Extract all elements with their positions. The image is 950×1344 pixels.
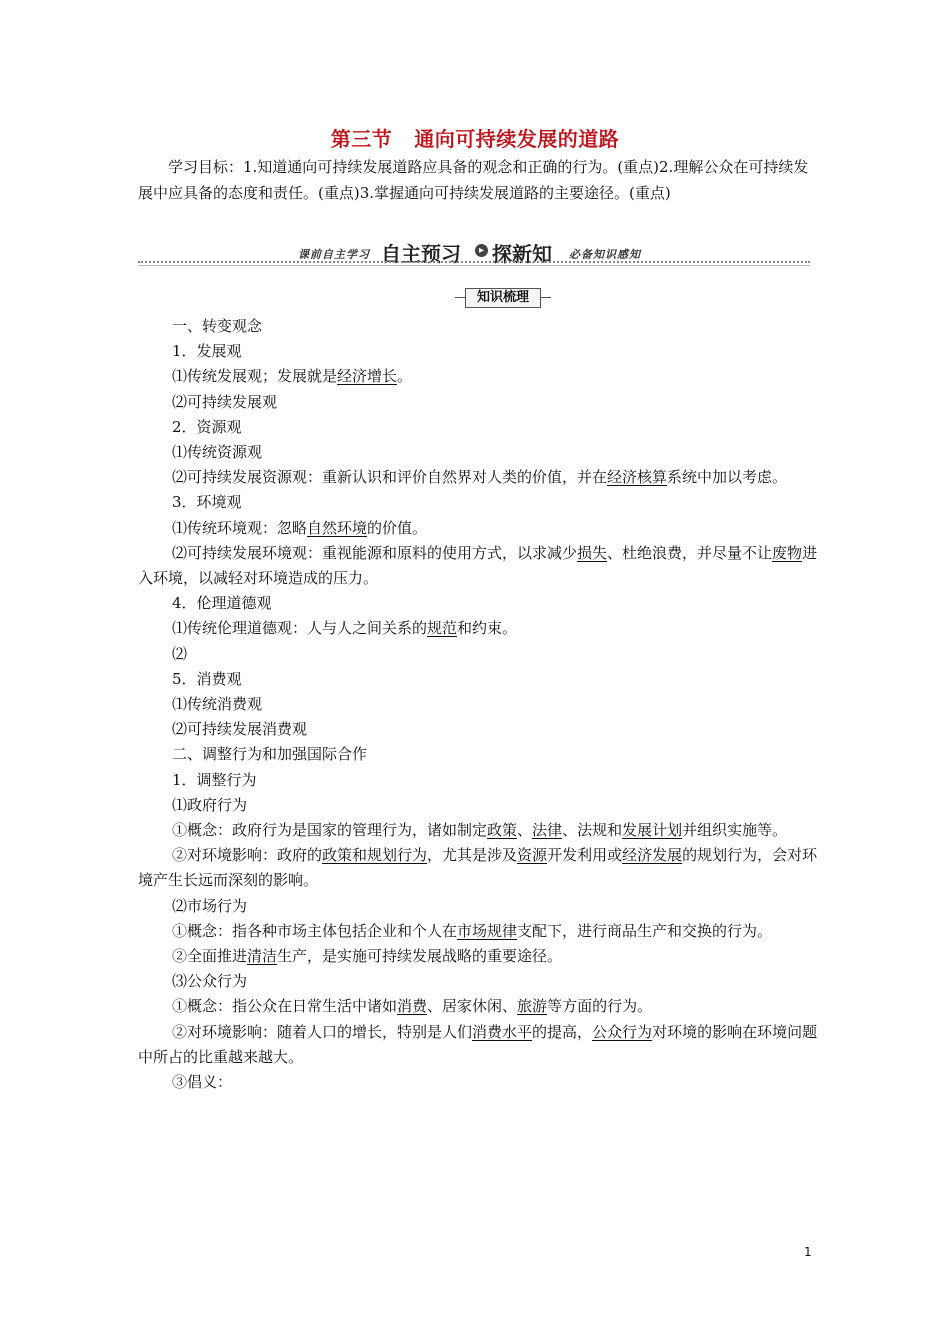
text-segment: 3．环境观 [172,493,242,512]
text-segment: 支配下，进行商品生产和交换的行为。 [517,921,773,940]
text-segment: ①概念：政府行为是国家的管理行为，诸如制定 [172,821,488,840]
text-segment: ①概念：指公众在日常生活中诸如 [172,997,398,1016]
banner-rule [138,265,810,266]
content-line [138,944,818,969]
underlined-answer: 政策 [487,821,518,840]
content-line [138,919,818,944]
text-segment: ①概念：指各种市场主体包括企业和个人在 [172,921,458,940]
content-line [138,440,818,465]
text-segment: 、杜绝浪费，并尽量不让 [607,543,773,562]
text-segment: ⑴政府行为 [172,795,248,814]
content-line [138,742,818,767]
underlined-answer: 市场规律 [457,921,518,940]
content-line [138,516,818,541]
content-line [138,314,818,339]
underlined-answer: 经济核算 [607,468,668,487]
text-segment: 生产，是实施可持续发展战略的重要途径。 [277,947,563,966]
text-segment: 的规划行为，会对环境产生长远而深刻的影响。 [138,846,818,890]
text-segment: ，尤其是涉及 [427,846,518,865]
banner-title-b: 探新知 [492,242,552,266]
content-line [138,616,818,641]
text-segment: ⑶公众行为 [172,972,248,991]
banner-dotted-rule [138,261,810,263]
section-title [0,123,950,152]
underlined-answer: 损失 [577,543,608,562]
arrow-icon: ▸ [475,244,488,257]
underlined-answer: 经济增长 [337,367,398,386]
text-segment: 系统中加以考虑。 [667,468,788,487]
text-segment: ⑴传统伦理道德观：人与人之间关系的 [172,619,428,638]
underlined-answer: 资源 [517,846,548,865]
text-segment: 、 [517,821,533,840]
content-line [138,465,818,490]
text-segment: 4．伦理道德观 [172,594,272,613]
text-segment: 二、调整行为和加强国际合作 [172,745,368,764]
text-segment: 等方面的行为。 [547,997,653,1016]
text-segment: ⑵市场行为 [172,896,248,915]
banner-right-caption: 必备知识感知 [569,248,641,261]
underlined-answer: 政策和规划行为 [322,846,428,865]
banner-left-caption: 课前自主学习 [298,248,370,261]
text-segment: ②全面推进 [172,947,248,966]
section-number: 第三节 [330,127,393,151]
text-segment: 的价值。 [367,518,428,537]
underlined-answer: 经济发展 [622,846,683,865]
underlined-answer: 公众行为 [592,1022,653,1041]
content-line [138,667,818,692]
tag-line-right [541,297,551,298]
text-segment: ②对环境影响：政府的 [172,846,323,865]
text-segment: ⑴传统消费观 [172,695,263,714]
knowledge-tag [455,288,551,308]
text-segment: 、居家休闲、 [427,997,518,1016]
content-line [138,1070,818,1095]
underlined-answer: 自然环境 [307,518,368,537]
text-segment: 和约束。 [457,619,518,638]
content-line [138,591,818,616]
underlined-answer: 清洁 [247,947,278,966]
text-segment: 一、转变观念 [172,317,263,335]
content-line [138,541,818,591]
text-segment: 2．资源观 [172,417,242,436]
content-line [138,969,818,994]
content-line [138,768,818,793]
text-segment: ⑵可持续发展环境观：重视能源和原料的使用方式，以求减少 [172,543,578,562]
underlined-answer: 消费 [397,997,428,1016]
content-line [138,415,818,440]
underlined-answer: 废物 [772,543,803,562]
text-segment: 的提高， [532,1022,593,1041]
underlined-answer: 旅游 [517,997,548,1016]
underlined-answer: 发展计划 [622,821,683,840]
text-segment: ⑵可持续发展消费观 [172,720,308,739]
text-segment: ②对环境影响：随着人口的增长，特别是人们 [172,1022,473,1041]
content-line [138,490,818,515]
text-segment: 开发利用或 [547,846,623,865]
content-line [138,717,818,742]
underlined-answer: 消费水平 [472,1022,533,1041]
content-line [138,642,818,667]
underlined-answer: 规范 [427,619,458,638]
learning-objectives: 学习目标：1.知道通向可持续发展道路应具备的观念和正确的行为。(重点)2.理解公众在可持续发展中应具备的态度和责任。(重点)3.掌握通向可持续发展道路的主要途径。(重点) [138,158,809,202]
banner-title-a: 自主预习 [381,242,461,266]
text-segment: 1．调整行为 [172,770,257,789]
content-line [138,818,818,843]
content-line [138,843,818,893]
underlined-answer: 法律 [532,821,563,840]
text-segment: 。 [397,367,413,386]
page-number: 1 [804,1245,812,1259]
content-body [138,314,818,1095]
section-heading: 通向可持续发展的道路 [414,127,620,151]
content-line [138,1020,818,1070]
text-segment: 1．发展观 [172,342,242,361]
section-banner [138,240,810,266]
text-segment: ⑵可持续发展资源观：重新认识和评价自然界对人类的价值，并在 [172,468,608,487]
text-segment: 并组织实施等。 [682,821,788,840]
content-line [138,390,818,415]
tag-line-left [455,297,465,298]
text-segment: 对环境的影响在环境问题中所占的比重越来越大。 [138,1022,818,1066]
content-line [138,994,818,1019]
text-segment: ⑵可持续发展观 [172,392,278,411]
text-segment: ⑴传统资源观 [172,443,263,462]
content-line [138,364,818,389]
text-segment: ⑴传统环境观：忽略 [172,518,308,537]
text-segment: ⑵ [172,644,188,663]
content-line [138,793,818,818]
content-line [138,894,818,919]
content-line [138,692,818,717]
text-segment: ⑴传统发展观；发展就是 [172,367,338,386]
text-segment: ③倡义： [172,1073,233,1092]
text-segment: 、法规和 [562,821,623,840]
text-segment: 5．消费观 [172,669,242,688]
tag-label: 知识梳理 [465,288,541,308]
content-line [138,339,818,364]
text-segment: 进入环境，以减轻对环境造成的压力。 [138,543,818,588]
